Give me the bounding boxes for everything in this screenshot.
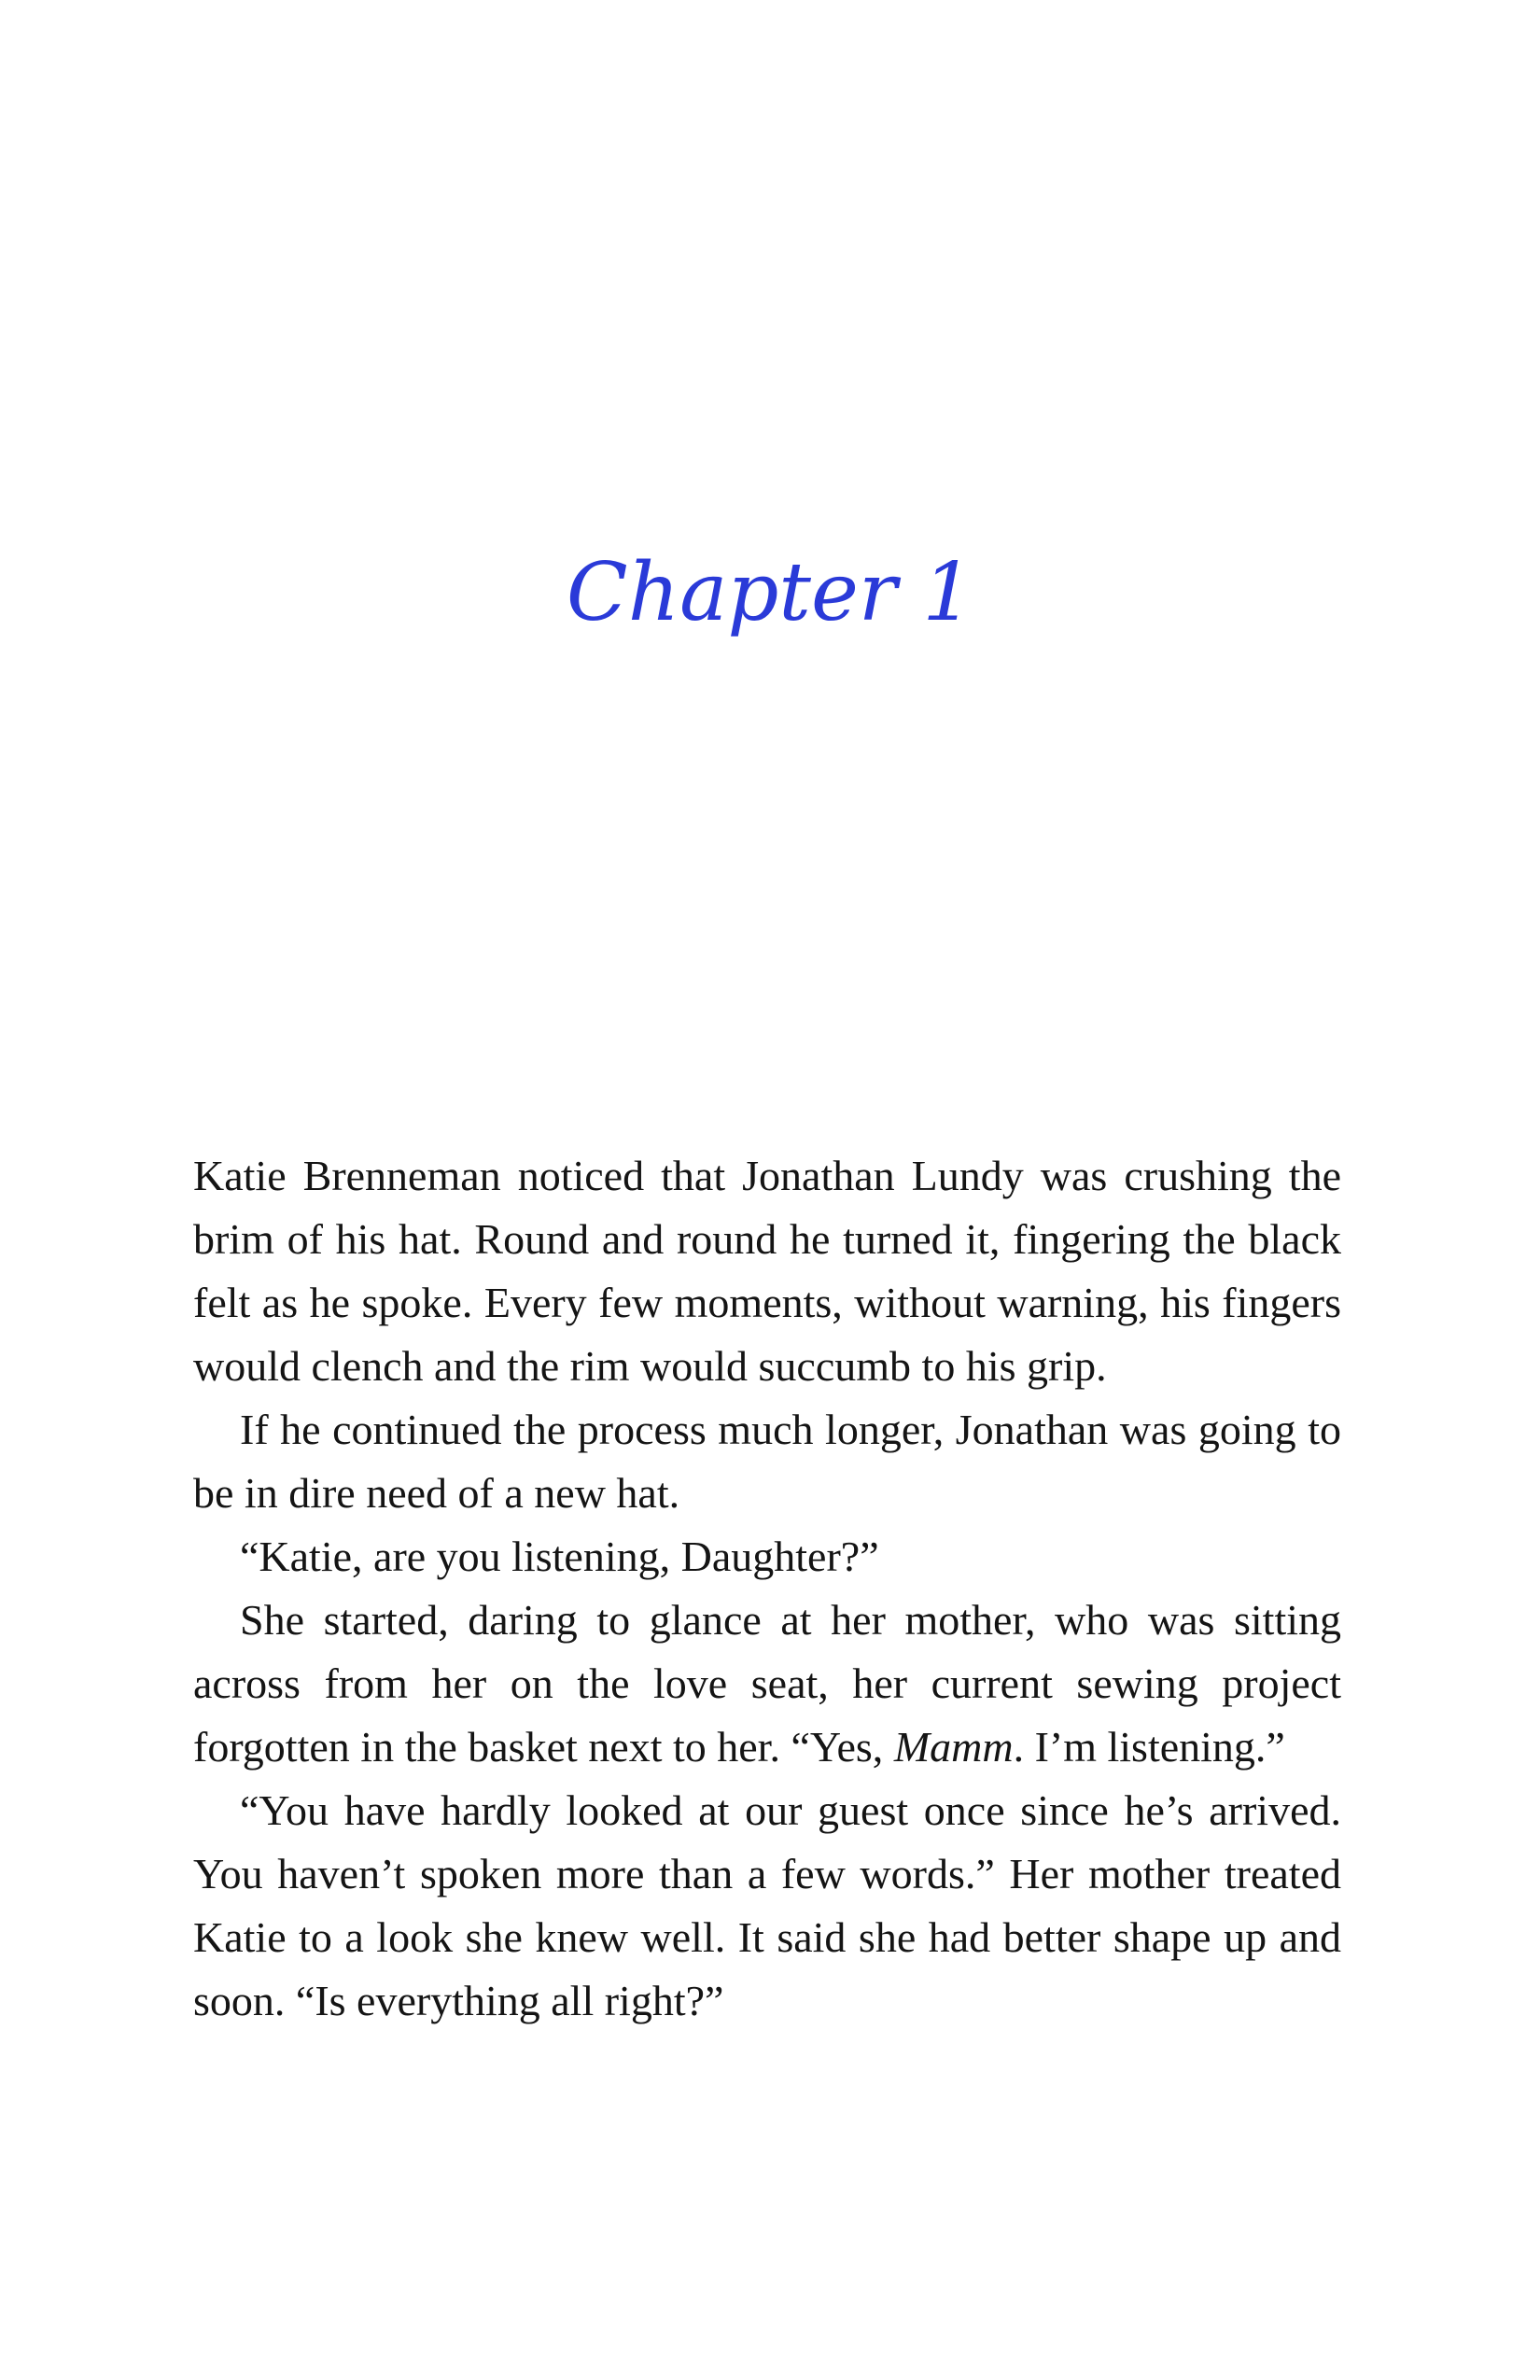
paragraph-5: “You have hardly looked at our guest once since he’s arrived. You haven’t spoken more than a few words.” Her mother treated Katie to a look she knew well. It said she had better shape up and soon. “Is everything all right?” xyxy=(193,1786,1341,2024)
paragraph-3: “Katie, are you listening, Daughter?” xyxy=(240,1533,879,1580)
chapter-title: Chapter 1 xyxy=(566,546,974,639)
paragraph-4-emphasis: Mamm xyxy=(893,1723,1014,1771)
paragraph-4 xyxy=(193,1589,1341,1779)
paragraph-4-after: . I’m listening.” xyxy=(1013,1723,1285,1771)
paragraph-4-before: She started, daring to glance at her mother, who was sitting across from her on the love seat, her current sewing project forgotten in the basket next to her. “Yes, xyxy=(193,1596,1341,1771)
paragraph-1: Katie Brenneman noticed that Jonathan Lundy was crushing the brim of his hat. Round and round he turned it, fingering the black felt as he spoke. Every few moments, without warning, his fingers would clench and the rim would succumb to his grip. xyxy=(193,1152,1341,1390)
paragraph-2: If he continued the process much longer, Jonathan was going to be in dire need of a new hat. xyxy=(193,1406,1341,1517)
chapter-body xyxy=(193,1144,1341,2033)
